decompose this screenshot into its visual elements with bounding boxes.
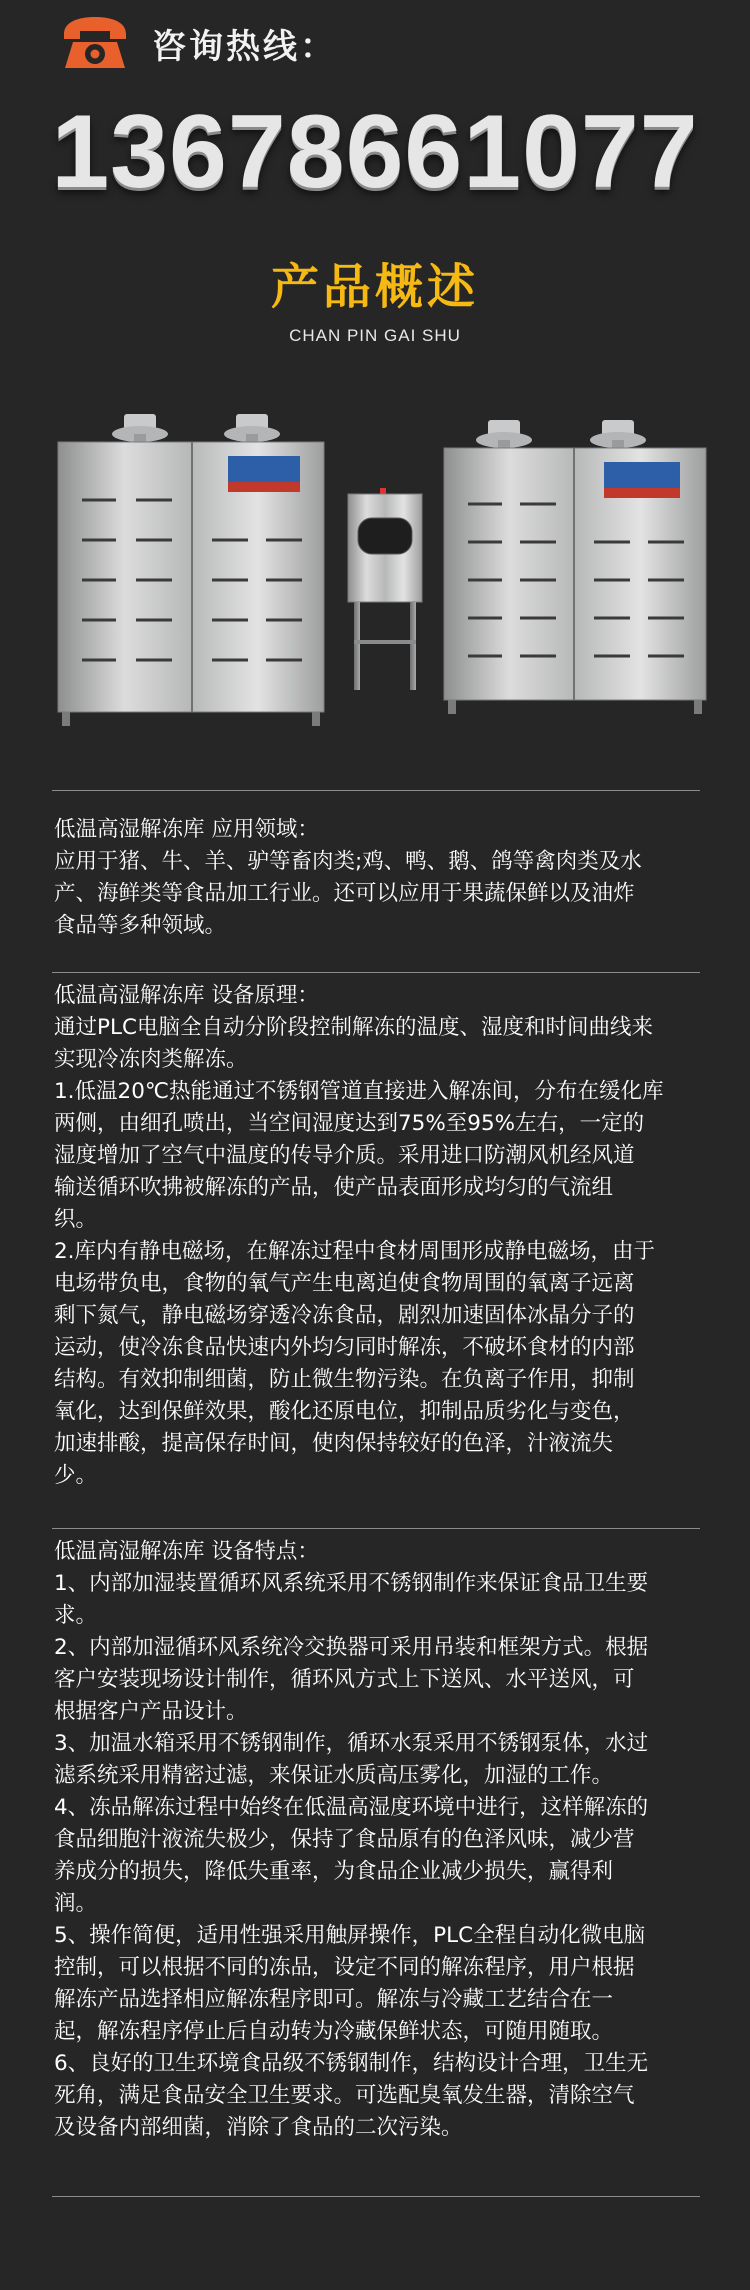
phone-number: 13678661077 bbox=[51, 94, 699, 210]
applications-line: 产、海鲜类等食品加工行业。还可以应用于果蔬保鲜以及油炸 bbox=[54, 881, 635, 906]
principle-line: 少。 bbox=[54, 1463, 98, 1488]
principle-line: 剩下氮气，静电磁场穿透冷冻食品，剧烈加速固体冰晶分子的 bbox=[54, 1303, 635, 1328]
features-heading: 低温高湿解冻库 设备特点： bbox=[54, 1539, 319, 1564]
features-line: 食品细胞汁液流失极少，保持了食品原有的色泽风味，减少营 bbox=[54, 1827, 635, 1852]
principle-line: 结构。有效抑制细菌，防止微生物污染。在负离子作用，抑制 bbox=[54, 1367, 635, 1392]
divider bbox=[52, 972, 700, 973]
telephone-icon bbox=[58, 14, 132, 72]
divider bbox=[52, 1528, 700, 1529]
divider bbox=[52, 790, 700, 791]
features-line: 解冻产品选择相应解冻程序即可。解冻与冷藏工艺结合在一 bbox=[54, 1987, 614, 2012]
principle-line: 1.低温20℃热能通过不锈钢管道直接进入解冻间，分布在缓化库 bbox=[54, 1079, 664, 1104]
hotline-header bbox=[58, 14, 337, 72]
features-line: 求。 bbox=[54, 1603, 98, 1628]
applications-line: 应用于猪、牛、羊、驴等畜肉类;鸡、鸭、鹅、鸽等禽肉类及水 bbox=[54, 849, 642, 874]
features-line: 控制，可以根据不同的冻品，设定不同的解冻程序，用户根据 bbox=[54, 1955, 635, 1980]
principle-line: 2.库内有静电磁场，在解冻过程中食材周围形成静电磁场，由于 bbox=[54, 1239, 656, 1264]
hotline-label: 咨询热线： bbox=[152, 26, 337, 67]
section-title: 产品概述 bbox=[270, 259, 479, 315]
principle-line: 氧化，达到保鲜效果，酸化还原电位，抑制品质劣化与变色， bbox=[54, 1399, 635, 1424]
features-line: 滤系统采用精密过滤，来保证水质高压雾化，加湿的工作。 bbox=[54, 1763, 614, 1788]
features-line: 根据客户产品设计。 bbox=[54, 1699, 248, 1724]
features-line: 4、冻品解冻过程中始终在低温高湿度环境中进行，这样解冻的 bbox=[54, 1795, 649, 1820]
principle-line: 湿度增加了空气中温度的传导介质。采用进口防潮风机经风道 bbox=[54, 1143, 635, 1168]
principle-section bbox=[54, 980, 704, 1492]
features-line: 起，解冻程序停止后自动转为冷藏保鲜状态，可随用随取。 bbox=[54, 2019, 614, 2044]
principle-line: 输送循环吹拂被解冻的产品，使产品表面形成均匀的气流组 bbox=[54, 1175, 614, 1200]
features-line: 养成分的损失，降低失重率，为食品企业减少损失，赢得利 bbox=[54, 1859, 614, 1884]
features-section bbox=[54, 1536, 704, 2144]
features-line: 客户安装现场设计制作，循环风方式上下送风、水平送风，可 bbox=[54, 1667, 635, 1692]
features-line: 1、内部加湿装置循环风系统采用不锈钢制作来保证食品卫生要 bbox=[54, 1571, 649, 1596]
right-cabinet bbox=[444, 420, 706, 714]
features-line: 死角，满足食品安全卫生要求。可选配臭氧发生器，清除空气 bbox=[54, 2083, 635, 2108]
principle-line: 通过PLC电脑全自动分阶段控制解冻的温度、湿度和时间曲线来 bbox=[54, 1015, 653, 1040]
applications-section bbox=[54, 814, 704, 942]
principle-line: 加速排酸，提高保存时间，使肉保持较好的色泽，汁液流失 bbox=[54, 1431, 614, 1456]
principle-line: 实现冷冻肉类解冻。 bbox=[54, 1047, 248, 1072]
section-subtitle: CHAN PIN GAI SHU bbox=[289, 326, 461, 345]
left-cabinet bbox=[58, 414, 324, 726]
divider bbox=[52, 2196, 700, 2197]
principle-line: 电场带负电，食物的氧气产生电离迫使食物周围的氧离子远离 bbox=[54, 1271, 635, 1296]
features-line: 润。 bbox=[54, 1891, 98, 1916]
thawing-machine-image bbox=[52, 400, 712, 740]
features-line: 5、操作简便，适用性强采用触屏操作，PLC全程自动化微电脑 bbox=[54, 1923, 646, 1948]
principle-heading: 低温高湿解冻库 设备原理： bbox=[54, 983, 319, 1008]
principle-line: 织。 bbox=[54, 1207, 98, 1232]
control-box bbox=[348, 488, 422, 690]
features-line: 6、良好的卫生环境食品级不锈钢制作，结构设计合理，卫生无 bbox=[54, 2051, 649, 2076]
applications-line: 食品等多种领域。 bbox=[54, 913, 227, 938]
applications-heading: 低温高湿解冻库 应用领域： bbox=[54, 817, 319, 842]
features-line: 2、内部加湿循环风系统冷交换器可采用吊装和框架方式。根据 bbox=[54, 1635, 649, 1660]
features-line: 3、加温水箱采用不锈钢制作，循环水泵采用不锈钢泵体，水过 bbox=[54, 1731, 649, 1756]
principle-line: 运动，使冷冻食品快速内外均匀同时解冻，不破坏食材的内部 bbox=[54, 1335, 635, 1360]
features-line: 及设备内部细菌，消除了食品的二次污染。 bbox=[54, 2115, 463, 2140]
principle-line: 两侧，由细孔喷出，当空间湿度达到75%至95%左右，一定的 bbox=[54, 1111, 645, 1136]
